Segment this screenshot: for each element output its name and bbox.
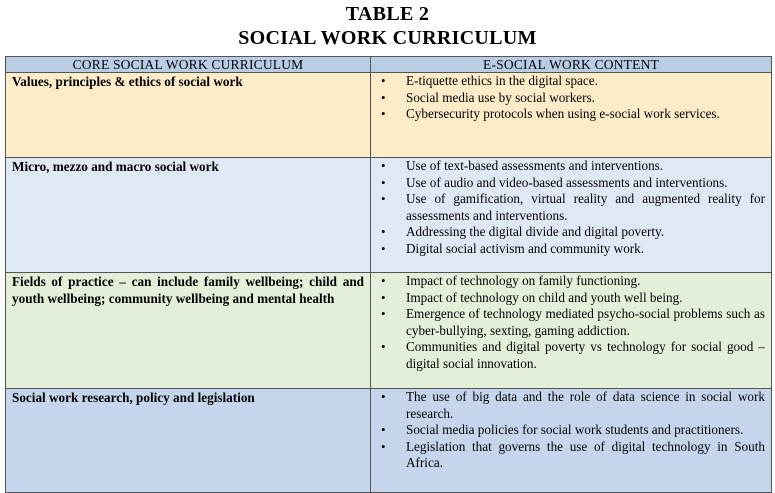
content-list: [371, 73, 771, 123]
header-core: CORE SOCIAL WORK CURRICULUM: [6, 57, 371, 73]
list-item: • Emergence of technology mediated psycho-social problems such as cyber-bullying, sexting, gaming addiction.: [371, 306, 765, 339]
list-item: • Use of audio and video-based assessments and interventions.: [371, 175, 765, 192]
list-item: • Use of gamification, virtual reality and augmented reality for assessments and interventions.: [371, 191, 765, 224]
list-item: • The use of big data and the role of data science in social work research.: [371, 389, 765, 422]
table-title: SOCIAL WORK CURRICULUM: [238, 27, 537, 49]
list-item: • Use of text-based assessments and interventions.: [371, 158, 765, 175]
list-item: • Impact of technology on family functioning.: [371, 273, 765, 290]
list-item: • E-tiquette ethics in the digital space.: [371, 73, 765, 90]
content-list: [371, 389, 771, 472]
list-item: • Legislation that governs the use of digital technology in South Africa.: [371, 439, 765, 472]
header-esocial: E-SOCIAL WORK CONTENT: [371, 57, 772, 73]
content-list: [371, 273, 771, 373]
content-cell: [371, 158, 772, 273]
list-item: • Addressing the digital divide and digital poverty.: [371, 224, 765, 241]
content-cell: [371, 73, 772, 158]
core-cell: Values, principles & ethics of social work: [6, 73, 371, 158]
list-item: • Cybersecurity protocols when using e-social work services.: [371, 106, 765, 123]
table-row: [6, 273, 772, 389]
core-cell: Micro, mezzo and macro social work: [6, 158, 371, 273]
list-item: • Impact of technology on child and youth well being.: [371, 290, 765, 307]
table-row: [6, 158, 772, 273]
table-row: [6, 73, 772, 158]
content-cell: [371, 389, 772, 493]
table-row: [6, 389, 772, 493]
header-row: [6, 57, 772, 73]
content-list: [371, 158, 771, 258]
list-item: • Social media policies for social work students and practitioners.: [371, 422, 765, 439]
list-item: • Communities and digital poverty vs technology for social good – digital social innovation.: [371, 339, 765, 372]
core-cell: Social work research, policy and legislation: [6, 389, 371, 493]
core-cell: Fields of practice – can include family wellbeing; child and youth wellbeing; community wellbeing and mental health: [6, 273, 371, 389]
list-item: • Digital social activism and community work.: [371, 241, 765, 258]
curriculum-table: [5, 56, 772, 493]
table-number: TABLE 2: [345, 3, 430, 25]
list-item: • Social media use by social workers.: [371, 90, 765, 107]
content-cell: [371, 273, 772, 389]
